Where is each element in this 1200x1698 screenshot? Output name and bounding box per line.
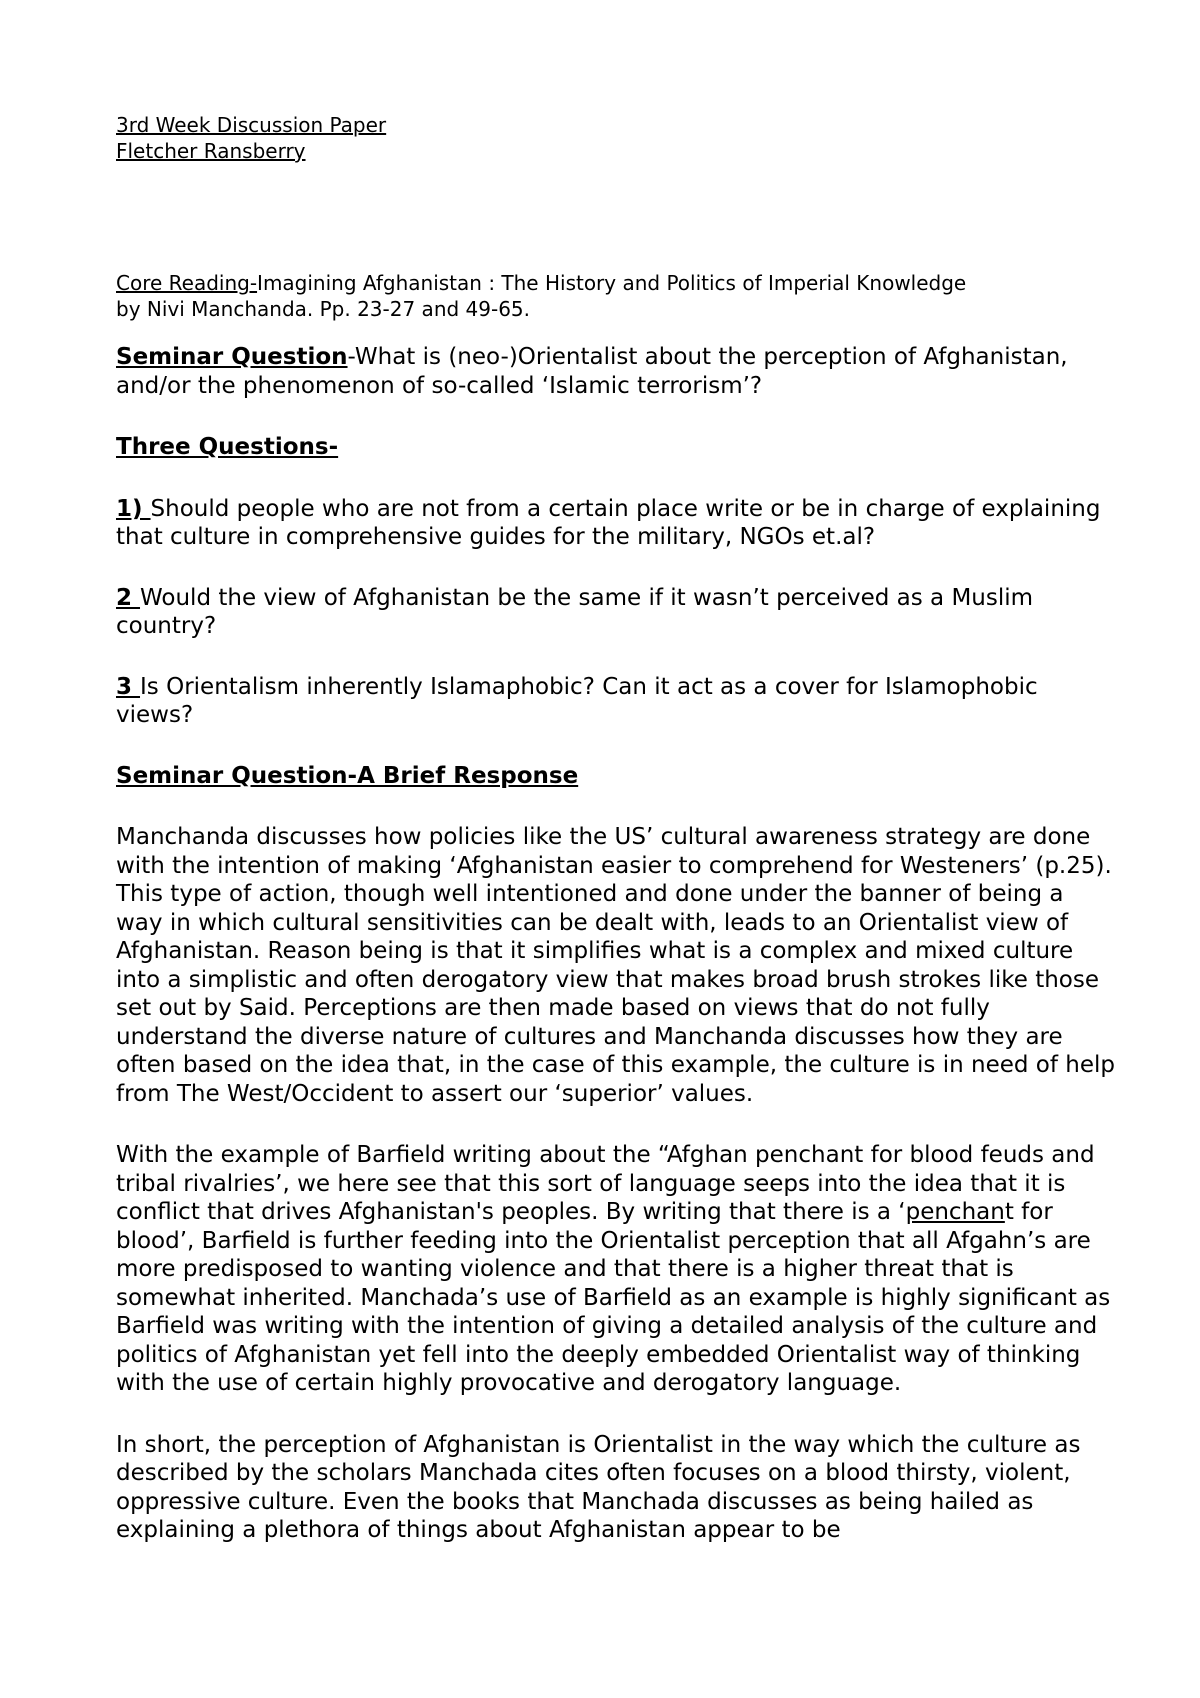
paragraph-2-start: With the example of Barfield writing about the “Afghan penchant for blood feuds and tribal rivalries’, we here see that this sort of language seeps into the idea that it is conflict that drives Afghanistan's peoples. By writing that there is a ‘ — [116, 1142, 1095, 1225]
document-page — [116, 112, 1116, 1545]
question-number: 3 — [116, 673, 141, 700]
response-paragraph-2 — [116, 1141, 1116, 1398]
seminar-question — [116, 343, 1116, 400]
three-questions-heading: Three Questions- — [116, 434, 339, 460]
core-reading-text-line1: Imagining Afghanistan : The History and Politics of Imperial Knowledge — [257, 271, 967, 295]
question-text: Is Orientalism inherently Islamaphobic? Can it act as a cover for Islamophobic views? — [116, 673, 1038, 728]
seminar-question-label: Seminar Question — [116, 344, 348, 370]
document-title: 3rd Week Discussion Paper — [116, 113, 387, 137]
question-number: 1) — [116, 495, 151, 522]
response-heading: Seminar Question-A Brief Response — [116, 762, 579, 789]
response-paragraph-3: In short, the perception of Afghanistan is Orientalist in the way which the culture as described by the scholars Manchada cites often focuses on a blood thirsty, violent, oppressive culture. Even the books that Manchada discusses as being hailed as explaining a plethora of things about Afghanistan appear to be — [116, 1431, 1081, 1543]
document-header — [116, 112, 1116, 164]
question-text: Would the view of Afghanistan be the same if it wasn’t perceived as a Muslim country? — [116, 584, 1034, 639]
core-reading — [116, 270, 1116, 322]
seminar-question-text: -What is (neo-)Orientalist about the perception of Afghanistan, and/or the phenomenon of so-called ‘Islamic terrorism’? — [116, 344, 1068, 399]
document-author: Fletcher Ransberry — [116, 139, 306, 163]
question-item-3 — [116, 673, 1116, 730]
question-text: Should people who are not from a certain place write or be in charge of explaining that culture in comprehensive guides for the military, NGOs et.al? — [116, 495, 1101, 550]
question-item-2 — [116, 584, 1116, 641]
paragraph-2-end: t for blood’, Barfield is further feeding into the Orientalist perception that all Afgahn’s are more predisposed to wanting violence and that there is a higher threat that is somewhat inherited. Manchada’s use of Barfield as an example is highly significant as Barfield was writing with the intention of giving a detailed analysis of the culture and politics of Afghanistan yet fell into the deeply embedded Orientalist way of thinking with the use of certain highly provocative and derogatory language. — [116, 1199, 1111, 1396]
core-reading-text-line2: by Nivi Manchanda. Pp. 23-27 and 49-65. — [116, 297, 531, 321]
underlined-word: penchan — [905, 1199, 1005, 1225]
question-item-1 — [116, 495, 1116, 552]
core-reading-label: Core Reading- — [116, 271, 258, 295]
question-number: 2 — [116, 584, 141, 611]
response-paragraph-1: Manchanda discusses how policies like the US’ cultural awareness strategy are done with the intention of making ‘Afghanistan easier to comprehend for Westeners’ (p.25). This type of action, though well intentioned and done under the banner of being a way in which cultural sensitivities can be dealt with, leads to an Orientalist view of Afghanistan. Reason being is that it simplifies what is a complex and mixed culture into a simplistic and often derogatory view that makes broad brush strokes like those set out by Said. Perceptions are then made based on views that do not fully understand the diverse nature of cultures and Manchanda discusses how they are often based on the idea that, in the case of this example, the culture is in need of help from The West/Occident to assert our ‘superior’ values. — [116, 824, 1115, 1107]
